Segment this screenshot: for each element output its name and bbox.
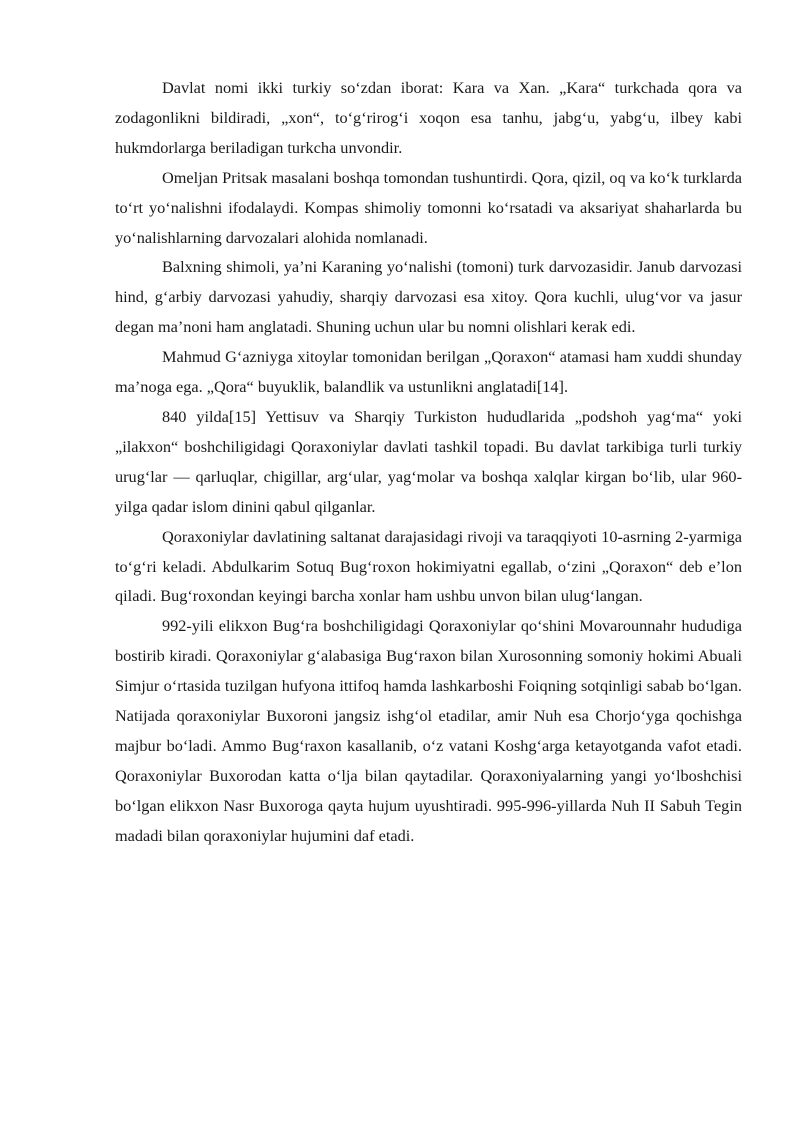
paragraph-pritsak-explanation: Omeljan Pritsak masalani boshqa tomondan tushuntirdi. Qora, qizil, oq va ko‘k turklarda to‘rt yo‘nalishni ifodalaydi. Kompas shimoliy tomonni ko‘rsatadi va aksariyat shaharlarda bu yo‘nalishlarning darvozalari alohida nomlanadi. [115,167,742,247]
paragraph-invasion-992: 992-yili elikxon Bug‘ra boshchiligidagi Qoraxoniylar qo‘shini Movarounnahr hududiga bostirib kiradi. Qoraxoniylar g‘alabasiga Bug‘raxon bilan Xurosonning somoniy hokimi Abuali Simjur o‘rtasida tuzilgan hufyona ittifoq hamda lashkarboshi Foiqning sotqinligi sabab bo‘lgan. Natijada qoraxoniylar Buxoroni jangsiz ishg‘ol etadilar, amir Nuh esa Chorjo‘yga qochishga majbur bo‘ladi. Ammo Bug‘raxon kasallanib, o‘z vatani Koshg‘arga ketayotganda vafot etadi. Qoraxoniylar Buxorodan katta o‘lja bilan qaytadilar. Qoraxoniyalarning yangi yo‘lboshchisi bo‘lgan elikxon Nasr Buxoroga qayta hujum uyushtiradi. 995-996-yillarda Nuh II Sabuh Tegin madadi bilan qoraxoniylar hujumini daf etadi. [115,616,742,845]
paragraph-state-founding: 840 yilda[15] Yettisuv va Sharqiy Turkiston hududlarida „podshoh yag‘ma“ yoki „ilakxon“ boshchiligidagi Qoraxoniylar davlati tashkil topadi. Bu davlat tarkibiga turli turkiy urug‘lar — qarluqlar, chigillar, arg‘ular, yag‘molar va boshqa xalqlar kirgan bo‘lib, ular 960-yilga qadar islom dinini qabul qilganlar. [115,406,742,516]
document-body [115,73,742,851]
paragraph-state-development: Qoraxoniylar davlatining saltanat darajasidagi rivoji va taraqqiyoti 10-asrning 2-yarmiga to‘g‘ri keladi. Abdulkarim Sotuq Bug‘roxon hokimiyatni egallab, o‘zini „Qoraxon“ deb e’lon qiladi. Bug‘roxondan keyingi barcha xonlar ham ushbu unvon bilan ulug‘langan. [115,526,742,606]
paragraph-balkh-gates: Balxning shimoli, ya’ni Karaning yo‘nalishi (tomoni) turk darvozasidir. Janub darvozasi hind, g‘arbiy darvozasi yahudiy, sharqiy darvozasi esa xitoy. Qora kuchli, ulug‘vor va jasur degan ma’noni ham anglatadi. Shuning uchun ular bu nomni olishlari kerak edi. [115,257,742,337]
paragraph-state-name-origin: Davlat nomi ikki turkiy so‘zdan iborat: Kara va Xan. „Kara“ turkchada qora va zodagonlikni bildiradi, „xon“, to‘g‘rirog‘i xoqon esa tanhu, jabg‘u, yabg‘u, ilbey kabi hukmdorlarga beriladigan turkcha unvondir. [115,78,742,157]
paragraph-mahmud-ghazni: Mahmud G‘azniyga xitoylar tomonidan berilgan „Qoraxon“ atamasi ham xuddi shunday ma’noga ega. „Qora“ buyuklik, balandlik va ustunlikni anglatadi[14]. [115,347,742,397]
